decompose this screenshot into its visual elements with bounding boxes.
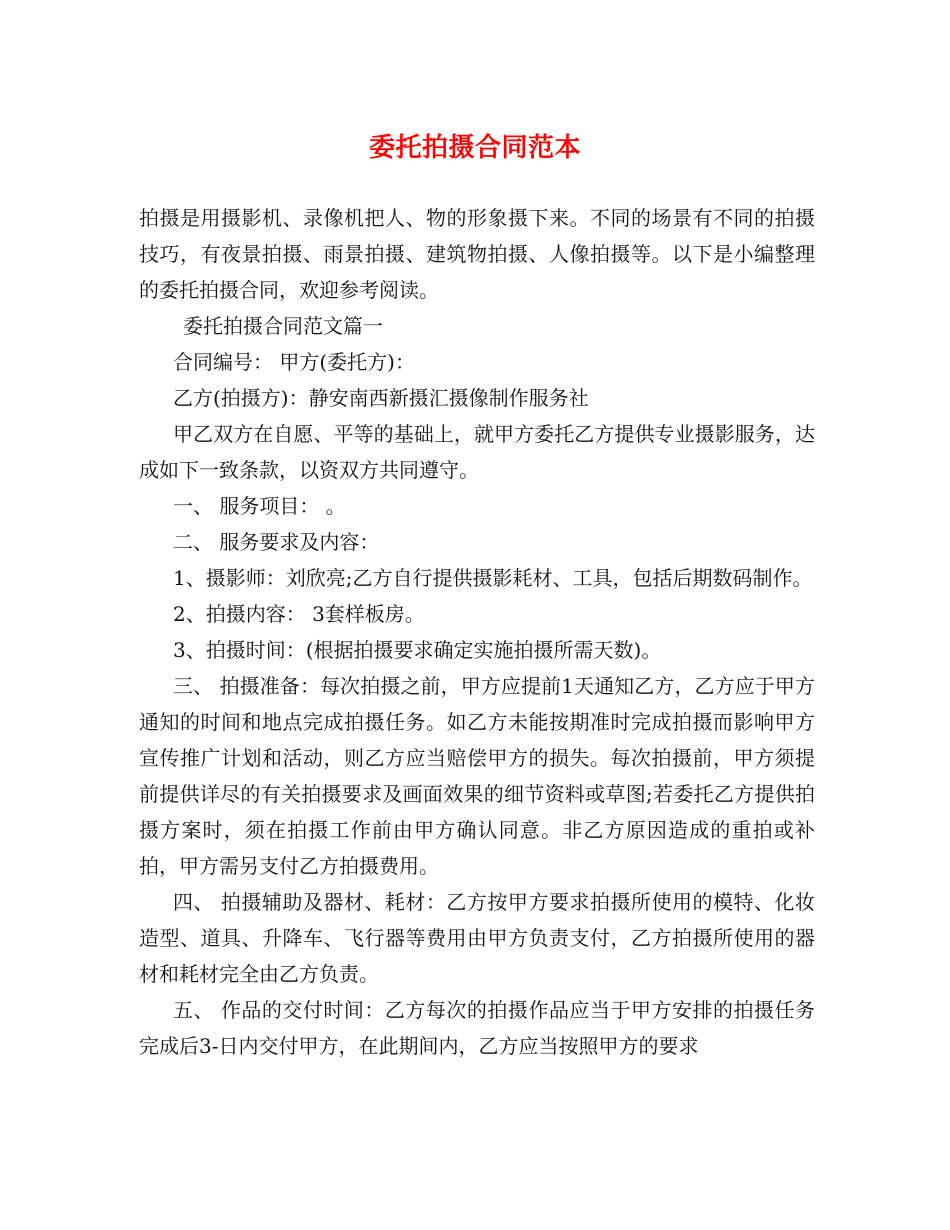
section-heading: 委托拍摄合同范文篇一 bbox=[183, 314, 383, 338]
item-1-photographer: 1、摄影师：刘欣亮;乙方自行提供摄影耗材、工具，包括后期数码制作。 bbox=[173, 566, 813, 590]
intro-paragraph: 拍摄是用摄影机、录像机把人、物的形象摄下来。不同的场景有不同的拍摄技巧，有夜景拍摄、雨景拍摄、建筑物拍摄、人像拍摄等。以下是小编整理的委托拍摄合同，欢迎参考阅读。 bbox=[139, 206, 815, 302]
document-title: 委托拍摄合同范本 bbox=[368, 133, 581, 163]
clause-2-service-requirements: 二、 服务要求及内容： bbox=[173, 530, 380, 554]
agreement-paragraph: 甲乙双方在自愿、平等的基础上，就甲方委托乙方提供专业摄影服务，达成如下一致条款，以资双方共同遵守。 bbox=[139, 422, 815, 482]
clause-4-equipment: 四、 拍摄辅助及器材、耗材：乙方按甲方要求拍摄所使用的模特、化妆造型、道具、升降车、飞行器等费用由甲方负责支付，乙方拍摄所使用的器材和耗材完全由乙方负责。 bbox=[139, 890, 815, 986]
item-2-shooting-content: 2、拍摄内容： 3套样板房。 bbox=[173, 602, 425, 626]
contract-number-line: 合同编号： 甲方(委托方)： bbox=[173, 350, 415, 374]
clause-5-delivery: 五、 作品的交付时间：乙方每次的拍摄作品应当于甲方安排的拍摄任务完成后3-日内交付甲方，在此期间内，乙方应当按照甲方的要求 bbox=[139, 998, 815, 1058]
clause-3-preparation: 三、 拍摄准备：每次拍摄之前，甲方应提前1天通知乙方，乙方应于甲方通知的时间和地点完成拍摄任务。如乙方未能按期准时完成拍摄而影响甲方宣传推广计划和活动，则乙方应当赔偿甲方的损失。每次拍摄前，甲方须提前提供详尽的有关拍摄要求及画面效果的细节资料或草图;若委托乙方提供拍摄方案时，须在拍摄工作前由甲方确认同意。非乙方原因造成的重拍或补拍，甲方需另支付乙方拍摄费用。 bbox=[139, 674, 815, 878]
document-body bbox=[139, 200, 815, 1064]
party-b-line: 乙方(拍摄方)：静安南西新摄汇摄像制作服务社 bbox=[173, 386, 589, 410]
clause-1-service-items: 一、 服务项目： 。 bbox=[173, 494, 346, 518]
item-3-shooting-time: 3、拍摄时间：(根据拍摄要求确定实施拍摄所需天数)。 bbox=[173, 638, 662, 662]
